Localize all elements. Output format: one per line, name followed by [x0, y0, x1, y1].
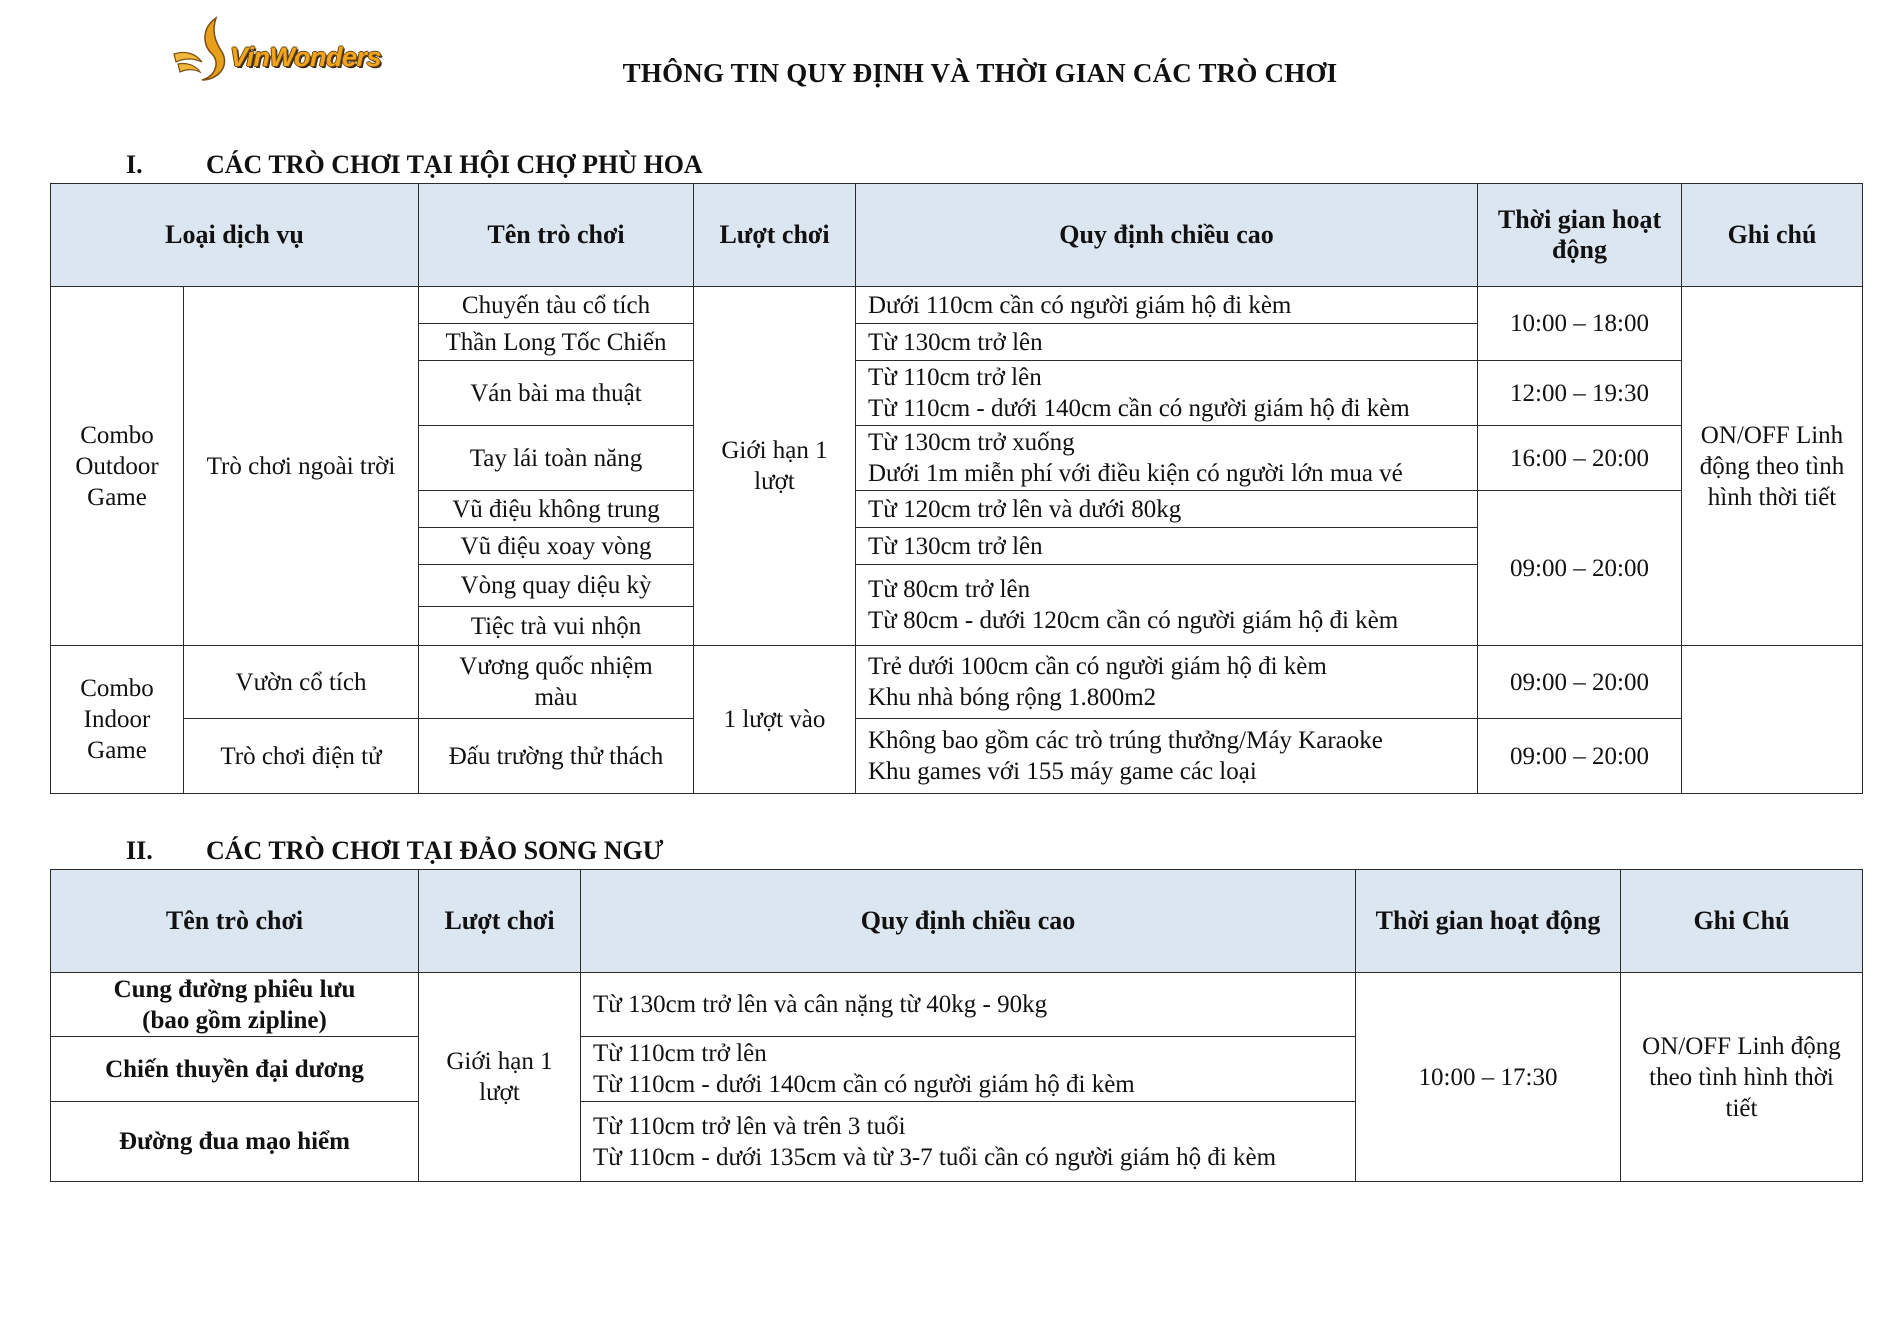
game-name: Tay lái toàn năng — [419, 426, 694, 491]
height-rule: Từ 130cm trở lên — [856, 324, 1478, 361]
game-name: Vũ điệu xoay vòng — [419, 528, 694, 565]
table-row — [51, 287, 1863, 324]
section-1-number: I. — [126, 150, 143, 179]
table-header-row — [51, 870, 1863, 973]
game-name: Đấu trường thử thách — [419, 719, 694, 794]
operating-time: 16:00 – 20:00 — [1478, 426, 1682, 491]
operating-time: 10:00 – 18:00 — [1478, 287, 1682, 361]
col-header-height-rule: Quy định chiều cao — [581, 870, 1356, 973]
col-header-game-name: Tên trò chơi — [419, 184, 694, 287]
col-header-turns: Lượt chơi — [694, 184, 856, 287]
game-name: Thần Long Tốc Chiến — [419, 324, 694, 361]
game-name: Chuyến tàu cổ tích — [419, 287, 694, 324]
turns-limit: Giới hạn 1 lượt — [419, 973, 581, 1182]
table-hoi-cho-phu-hoa — [50, 183, 1863, 794]
table-dao-song-ngu — [50, 869, 1863, 1182]
height-rule: Từ 130cm trở lên — [856, 528, 1478, 565]
col-header-operating-time: Thời gian hoạt động — [1356, 870, 1621, 973]
table-row — [51, 973, 1863, 1037]
col-header-note: Ghi Chú — [1621, 870, 1863, 973]
table-header-row — [51, 184, 1863, 287]
game-name: Tiệc trà vui nhộn — [419, 607, 694, 646]
col-header-note: Ghi chú — [1682, 184, 1863, 287]
turns-limit: Giới hạn 1 lượt — [694, 287, 856, 646]
operating-time: 12:00 – 19:30 — [1478, 361, 1682, 426]
height-rule: Từ 120cm trở lên và dưới 80kg — [856, 491, 1478, 528]
category-electronic-games: Trò chơi điện tử — [184, 719, 419, 794]
height-rule: Từ 80cm trở lên Từ 80cm - dưới 120cm cần có người giám hộ đi kèm — [856, 565, 1478, 646]
turns-entry: 1 lượt vào — [694, 646, 856, 794]
operating-time: 09:00 – 20:00 — [1478, 719, 1682, 794]
game-name: Chiến thuyền đại dương — [51, 1037, 419, 1102]
col-header-operating-time: Thời gian hoạt động — [1478, 184, 1682, 287]
table-row — [51, 719, 1863, 794]
game-name: Vòng quay diệu kỳ — [419, 565, 694, 607]
col-header-height-rule: Quy định chiều cao — [856, 184, 1478, 287]
document-title: THÔNG TIN QUY ĐỊNH VÀ THỜI GIAN CÁC TRÒ CHƠI — [622, 58, 1338, 88]
operating-time: 09:00 – 20:00 — [1478, 646, 1682, 719]
game-name: Cung đường phiêu lưu (bao gồm zipline) — [51, 973, 419, 1037]
table-row — [51, 646, 1863, 719]
section-2-title: CÁC TRÒ CHƠI TẠI ĐẢO SONG NGƯ — [206, 836, 664, 865]
height-rule: Từ 130cm trở lên và cân nặng từ 40kg - 90kg — [581, 973, 1356, 1037]
game-name: Đường đua mạo hiểm — [51, 1102, 419, 1182]
section-2-number: II. — [126, 836, 153, 865]
service-combo-indoor: Combo Indoor Game — [51, 646, 184, 794]
note-weather: ON/OFF Linh động theo tình hình thời tiết — [1682, 287, 1863, 646]
operating-time: 10:00 – 17:30 — [1356, 973, 1621, 1182]
note-empty — [1682, 646, 1863, 794]
category-outdoor-games: Trò chơi ngoài trời — [184, 287, 419, 646]
height-rule: Từ 110cm trở lên Từ 110cm - dưới 140cm cần có người giám hộ đi kèm — [581, 1037, 1356, 1102]
section-1-title: CÁC TRÒ CHƠI TẠI HỘI CHỢ PHÙ HOA — [206, 150, 703, 179]
game-name: Vũ điệu không trung — [419, 491, 694, 528]
height-rule: Từ 110cm trở lên và trên 3 tuổi Từ 110cm - dưới 135cm và từ 3-7 tuổi cần có người giám hộ đi kèm — [581, 1102, 1356, 1182]
operating-time: 09:00 – 20:00 — [1478, 491, 1682, 646]
col-header-turns: Lượt chơi — [419, 870, 581, 973]
col-header-game-name: Tên trò chơi — [51, 870, 419, 973]
height-rule: Trẻ dưới 100cm cần có người giám hộ đi kèm Khu nhà bóng rộng 1.800m2 — [856, 646, 1478, 719]
height-rule: Dưới 110cm cần có người giám hộ đi kèm — [856, 287, 1478, 324]
height-rule: Không bao gồm các trò trúng thưởng/Máy Karaoke Khu games với 155 máy game các loại — [856, 719, 1478, 794]
category-fairy-garden: Vườn cổ tích — [184, 646, 419, 719]
game-name: Ván bài ma thuật — [419, 361, 694, 426]
logo-wordmark: VinWonders — [230, 42, 382, 72]
height-rule: Từ 130cm trở xuống Dưới 1m miễn phí với điều kiện có người lớn mua vé — [856, 426, 1478, 491]
game-name: Vương quốc nhiệm màu — [419, 646, 694, 719]
service-combo-outdoor: Combo Outdoor Game — [51, 287, 184, 646]
col-header-service-type: Loại dịch vụ — [51, 184, 419, 287]
height-rule: Từ 110cm trở lên Từ 110cm - dưới 140cm cần có người giám hộ đi kèm — [856, 361, 1478, 426]
note-weather: ON/OFF Linh động theo tình hình thời tiết — [1621, 973, 1863, 1182]
